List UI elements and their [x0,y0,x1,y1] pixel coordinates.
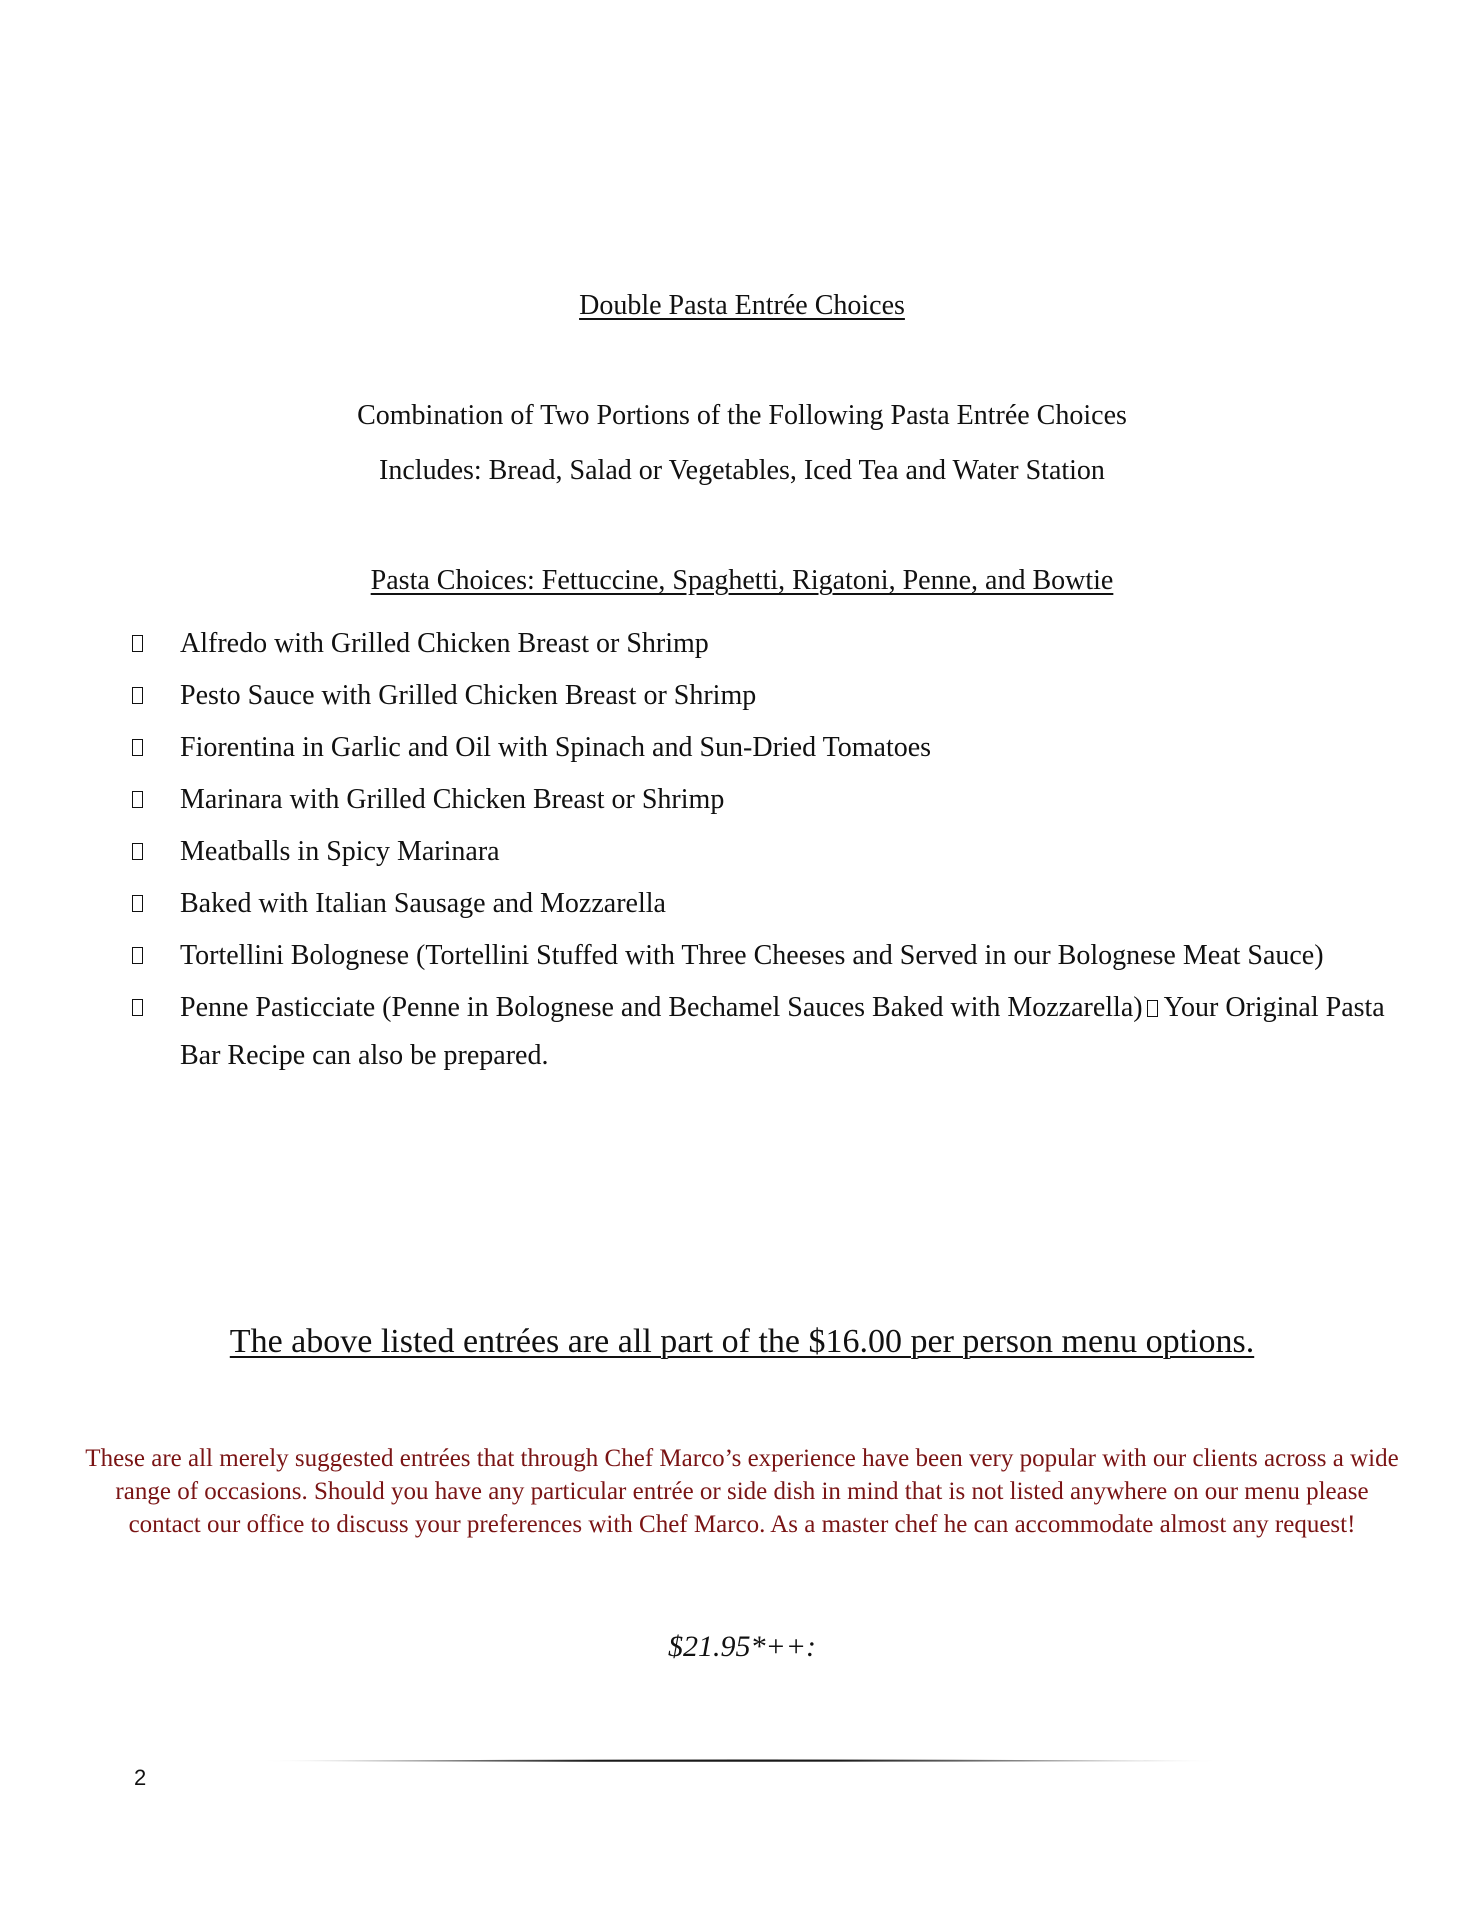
list-item [130,828,1390,876]
list-item [130,672,1390,720]
list-item-label: Fiorentina in Garlic and Oil with Spinach and Sun-Dried Tomatoes [180,732,932,763]
page-title: Double Pasta Entrée Choices [579,290,905,321]
checkbox-icon [132,635,143,652]
entree-list [130,620,1390,1084]
list-item [130,932,1390,980]
checkbox-icon [132,843,143,860]
list-item-label: Meatballs in Spicy Marinara [180,836,500,867]
list-item-label: Pesto Sauce with Grilled Chicken Breast or Shrimp [180,680,757,711]
list-item [130,776,1390,824]
price-label: $21.95*++: [668,1630,816,1663]
page-number: 2 [134,1765,147,1790]
checkbox-icon [132,999,143,1016]
checkbox-icon [132,687,143,704]
checkbox-icon [132,791,143,808]
price-note: The above listed entrées are all part of the $16.00 per person menu options. [229,1323,1255,1360]
list-item-label: Tortellini Bolognese (Tortellini Stuffed with Three Cheeses and Served in our Bolognese Meat Sauce) [180,940,1324,971]
subtitle-combination: Combination of Two Portions of the Following Pasta Entrée Choices [357,400,1127,431]
checkbox-icon [132,895,143,912]
list-item [130,620,1390,668]
checkbox-icon [1147,1000,1158,1017]
list-item [130,724,1390,772]
list-item-label: Penne Pasticciate (Penne in Bolognese and Bechamel Sauces Baked with Mozzarella) [180,992,1143,1023]
footer-divider [260,1758,1220,1764]
list-item-label: Baked with Italian Sausage and Mozzarella [180,888,666,919]
checkbox-icon [132,947,143,964]
list-item-label: Alfredo with Grilled Chicken Breast or Shrimp [180,628,709,659]
list-item [130,984,1390,1080]
pasta-choices-heading: Pasta Choices: Fettuccine, Spaghetti, Rigatoni, Penne, and Bowtie [370,565,1114,596]
checkbox-icon [132,739,143,756]
disclaimer-text: These are all merely suggested entrées that through Chef Marco’s experience have been very popular with our clients across a wide range of occasions. Should you have any particular entrée or side dish in mind that is not listed anywhere on our menu please contact our office to discuss your preferences with Chef Marco. As a master chef he can accommodate almost any request! [85,1445,1399,1538]
list-item-label: Marinara with Grilled Chicken Breast or Shrimp [180,784,725,815]
subtitle-includes: Includes: Bread, Salad or Vegetables, Iced Tea and Water Station [379,455,1105,486]
list-item [130,880,1390,928]
list-item-label: Your Original Pasta Bar Recipe can also be prepared. [180,992,1385,1071]
